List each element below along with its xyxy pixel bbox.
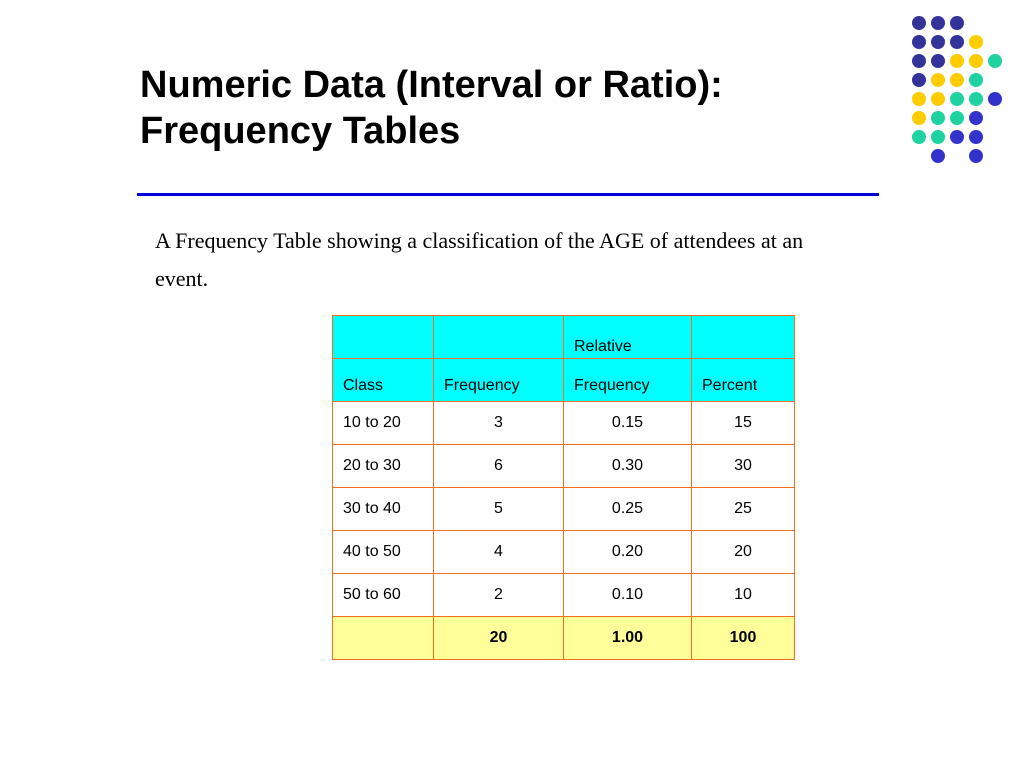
slide-subtitle: A Frequency Table showing a classification of the AGE of attendees at an event.	[155, 228, 804, 291]
header-cell	[692, 316, 795, 359]
title-underline	[137, 193, 879, 196]
decorative-dot	[988, 92, 1002, 106]
table-header-row	[333, 316, 795, 359]
table-row	[333, 531, 795, 574]
decorative-dot	[950, 130, 964, 144]
header-cell	[434, 316, 564, 359]
decorative-dot	[988, 54, 1002, 68]
relative-frequency-cell: 0.15	[564, 402, 692, 445]
class-cell: 40 to 50	[333, 531, 434, 574]
decorative-dot	[912, 130, 926, 144]
decorative-dot	[969, 73, 983, 87]
frequency-cell: 4	[434, 531, 564, 574]
decorative-dot	[969, 35, 983, 49]
slide-title	[140, 62, 723, 154]
decorative-dot	[950, 35, 964, 49]
table-row	[333, 574, 795, 617]
frequency-cell: 6	[434, 445, 564, 488]
header-cell: Frequency	[434, 359, 564, 402]
percent-cell: 20	[692, 531, 795, 574]
header-cell: Relative	[564, 316, 692, 359]
decorative-dot	[912, 111, 926, 125]
decorative-dot	[931, 111, 945, 125]
class-cell: 10 to 20	[333, 402, 434, 445]
relative-frequency-cell: 0.20	[564, 531, 692, 574]
decorative-dot	[969, 149, 983, 163]
table-total-row	[333, 617, 795, 660]
decorative-dot	[931, 16, 945, 30]
table-row	[333, 488, 795, 531]
frequency-cell: 3	[434, 402, 564, 445]
decorative-dot	[931, 54, 945, 68]
percent-cell: 10	[692, 574, 795, 617]
decorative-dot	[969, 92, 983, 106]
decorative-dot	[950, 92, 964, 106]
decorative-dot	[969, 54, 983, 68]
relative-frequency-cell: 0.25	[564, 488, 692, 531]
percent-cell: 30	[692, 445, 795, 488]
header-cell	[333, 316, 434, 359]
total-frequency-cell: 20	[434, 617, 564, 660]
header-cell: Frequency	[564, 359, 692, 402]
percent-cell: 15	[692, 402, 795, 445]
decorative-dot	[969, 130, 983, 144]
table-header-row	[333, 359, 795, 402]
frequency-table	[332, 315, 795, 660]
decorative-dot	[912, 35, 926, 49]
decorative-dot	[931, 130, 945, 144]
header-cell: Class	[333, 359, 434, 402]
total-relative-frequency-cell: 1.00	[564, 617, 692, 660]
decorative-dot	[931, 92, 945, 106]
total-class-cell	[333, 617, 434, 660]
decorative-dot	[912, 73, 926, 87]
decorative-dot	[931, 35, 945, 49]
relative-frequency-cell: 0.10	[564, 574, 692, 617]
decorative-dot	[950, 54, 964, 68]
class-cell: 20 to 30	[333, 445, 434, 488]
decorative-dot	[912, 16, 926, 30]
decorative-dot	[950, 73, 964, 87]
slide-title-line-1: Numeric Data (Interval or Ratio):	[140, 64, 723, 106]
slide-title-line-2: Frequency Tables	[140, 110, 461, 152]
decorative-dot	[950, 111, 964, 125]
decorative-dot	[931, 149, 945, 163]
decorative-dot	[912, 54, 926, 68]
class-cell: 50 to 60	[333, 574, 434, 617]
relative-frequency-cell: 0.30	[564, 445, 692, 488]
total-percent-cell: 100	[692, 617, 795, 660]
decorative-dot	[950, 16, 964, 30]
decorative-dot	[969, 111, 983, 125]
table-row	[333, 445, 795, 488]
percent-cell: 25	[692, 488, 795, 531]
header-cell: Percent	[692, 359, 795, 402]
table-row	[333, 402, 795, 445]
class-cell: 30 to 40	[333, 488, 434, 531]
frequency-cell: 2	[434, 574, 564, 617]
decorative-dot	[912, 92, 926, 106]
frequency-cell: 5	[434, 488, 564, 531]
decorative-dot	[931, 73, 945, 87]
